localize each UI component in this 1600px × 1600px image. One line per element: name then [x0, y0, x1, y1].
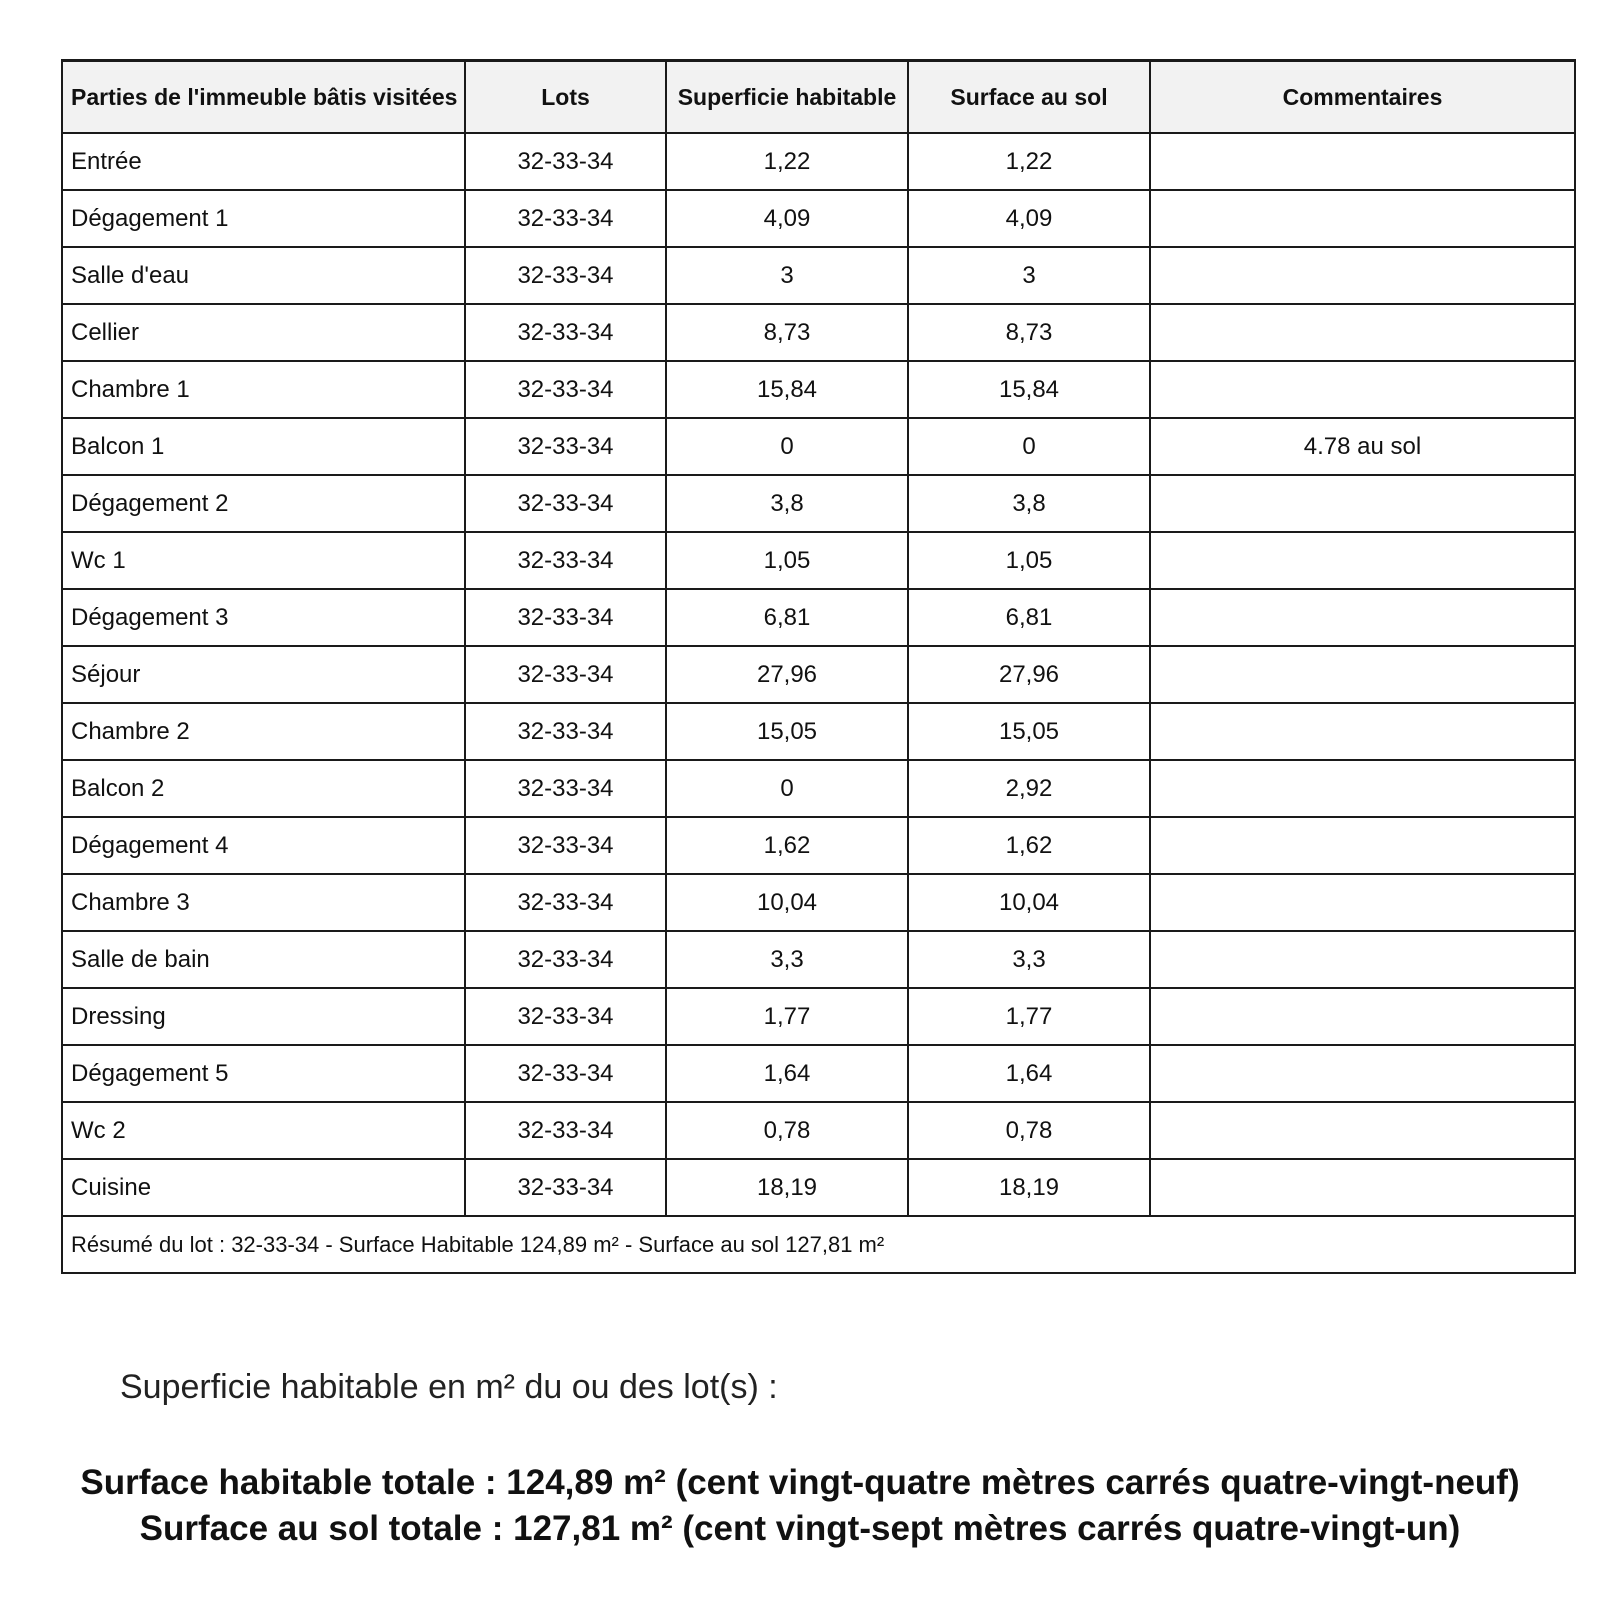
table-row — [62, 589, 1575, 646]
header-commentaires: Commentaires — [1150, 61, 1575, 134]
table-row — [62, 532, 1575, 589]
header-lots: Lots — [465, 61, 666, 134]
table-row — [62, 931, 1575, 988]
header-surface-au-sol: Surface au sol — [908, 61, 1150, 134]
sol-cell: 0,78 — [908, 1102, 1150, 1159]
table-row — [62, 760, 1575, 817]
sol-cell: 8,73 — [908, 304, 1150, 361]
lots-cell: 32-33-34 — [465, 1159, 666, 1216]
total-sol: Surface au sol totale : 127,81 m² (cent vingt-sept mètres carrés quatre-vingt-un) — [139, 1509, 1461, 1549]
habitable-cell: 10,04 — [666, 874, 908, 931]
lots-cell: 32-33-34 — [465, 418, 666, 475]
room-cell: Cuisine — [62, 1159, 465, 1216]
comment-cell — [1150, 1102, 1575, 1159]
table-row — [62, 1102, 1575, 1159]
room-cell: Chambre 2 — [62, 703, 465, 760]
comment-cell — [1150, 646, 1575, 703]
lots-cell: 32-33-34 — [465, 874, 666, 931]
room-cell: Salle d'eau — [62, 247, 465, 304]
comment-cell — [1150, 874, 1575, 931]
table-row — [62, 361, 1575, 418]
habitable-cell: 0,78 — [666, 1102, 908, 1159]
table-row — [62, 1045, 1575, 1102]
habitable-cell: 0 — [666, 760, 908, 817]
lots-cell: 32-33-34 — [465, 190, 666, 247]
habitable-cell: 1,64 — [666, 1045, 908, 1102]
sol-cell: 1,62 — [908, 817, 1150, 874]
table-row — [62, 817, 1575, 874]
sol-cell: 15,05 — [908, 703, 1150, 760]
lots-cell: 32-33-34 — [465, 589, 666, 646]
lots-cell: 32-33-34 — [465, 1102, 666, 1159]
room-cell: Dégagement 4 — [62, 817, 465, 874]
surfaces-table — [61, 59, 1576, 1274]
habitable-cell: 27,96 — [666, 646, 908, 703]
lots-cell: 32-33-34 — [465, 703, 666, 760]
sol-cell: 3,3 — [908, 931, 1150, 988]
table-row — [62, 1159, 1575, 1216]
room-cell: Balcon 2 — [62, 760, 465, 817]
comment-cell — [1150, 361, 1575, 418]
sol-cell: 1,05 — [908, 532, 1150, 589]
room-cell: Balcon 1 — [62, 418, 465, 475]
lots-cell: 32-33-34 — [465, 361, 666, 418]
lot-summary: Résumé du lot : 32-33-34 - Surface Habitable 124,89 m² - Surface au sol 127,81 m² — [62, 1216, 1575, 1273]
comment-cell — [1150, 931, 1575, 988]
lots-cell: 32-33-34 — [465, 133, 666, 190]
room-cell: Dégagement 3 — [62, 589, 465, 646]
room-cell: Wc 1 — [62, 532, 465, 589]
summary-row — [62, 1216, 1575, 1273]
room-cell: Dégagement 2 — [62, 475, 465, 532]
table-row — [62, 988, 1575, 1045]
lots-cell: 32-33-34 — [465, 931, 666, 988]
comment-cell — [1150, 988, 1575, 1045]
comment-cell — [1150, 817, 1575, 874]
room-cell: Salle de bain — [62, 931, 465, 988]
sol-cell: 3 — [908, 247, 1150, 304]
table-row — [62, 475, 1575, 532]
comment-cell — [1150, 1045, 1575, 1102]
lots-cell: 32-33-34 — [465, 646, 666, 703]
habitable-cell: 6,81 — [666, 589, 908, 646]
totals-block — [0, 1460, 1600, 1552]
habitable-cell: 1,05 — [666, 532, 908, 589]
sol-cell: 1,77 — [908, 988, 1150, 1045]
habitable-cell: 3,8 — [666, 475, 908, 532]
room-cell: Wc 2 — [62, 1102, 465, 1159]
lots-cell: 32-33-34 — [465, 988, 666, 1045]
room-cell: Dressing — [62, 988, 465, 1045]
room-cell: Dégagement 1 — [62, 190, 465, 247]
lots-cell: 32-33-34 — [465, 304, 666, 361]
habitable-cell: 4,09 — [666, 190, 908, 247]
comment-cell — [1150, 475, 1575, 532]
comment-cell — [1150, 1159, 1575, 1216]
habitable-cell: 15,84 — [666, 361, 908, 418]
room-cell: Séjour — [62, 646, 465, 703]
comment-cell — [1150, 190, 1575, 247]
sol-cell: 2,92 — [908, 760, 1150, 817]
table-row — [62, 247, 1575, 304]
lots-cell: 32-33-34 — [465, 1045, 666, 1102]
lots-cell: 32-33-34 — [465, 760, 666, 817]
lots-cell: 32-33-34 — [465, 817, 666, 874]
intro-line: Superficie habitable en m² du ou des lot(s) : — [120, 1368, 778, 1406]
comment-cell — [1150, 133, 1575, 190]
table-row — [62, 874, 1575, 931]
surface-report — [61, 59, 1574, 1274]
habitable-cell: 8,73 — [666, 304, 908, 361]
habitable-cell: 1,62 — [666, 817, 908, 874]
room-cell: Dégagement 5 — [62, 1045, 465, 1102]
sol-cell: 1,64 — [908, 1045, 1150, 1102]
habitable-cell: 1,77 — [666, 988, 908, 1045]
sol-cell: 15,84 — [908, 361, 1150, 418]
header-superficie-habitable: Superficie habitable — [666, 61, 908, 134]
comment-cell — [1150, 703, 1575, 760]
habitable-cell: 1,22 — [666, 133, 908, 190]
sol-cell: 18,19 — [908, 1159, 1150, 1216]
sol-cell: 10,04 — [908, 874, 1150, 931]
room-cell: Chambre 1 — [62, 361, 465, 418]
lots-cell: 32-33-34 — [465, 532, 666, 589]
table-row — [62, 133, 1575, 190]
room-cell: Cellier — [62, 304, 465, 361]
total-habitable: Surface habitable totale : 124,89 m² (cent vingt-quatre mètres carrés quatre-vingt-neuf) — [80, 1463, 1520, 1502]
comment-cell — [1150, 589, 1575, 646]
table-row — [62, 646, 1575, 703]
comment-cell: 4.78 au sol — [1150, 418, 1575, 475]
habitable-cell: 3,3 — [666, 931, 908, 988]
sol-cell: 27,96 — [908, 646, 1150, 703]
room-cell: Chambre 3 — [62, 874, 465, 931]
table-header-row — [62, 61, 1575, 134]
habitable-cell: 0 — [666, 418, 908, 475]
sol-cell: 1,22 — [908, 133, 1150, 190]
table-row — [62, 190, 1575, 247]
sol-cell: 3,8 — [908, 475, 1150, 532]
habitable-cell: 18,19 — [666, 1159, 908, 1216]
table-row — [62, 418, 1575, 475]
sol-cell: 0 — [908, 418, 1150, 475]
table-row — [62, 304, 1575, 361]
sol-cell: 4,09 — [908, 190, 1150, 247]
table-row — [62, 703, 1575, 760]
lots-cell: 32-33-34 — [465, 475, 666, 532]
header-parties: Parties de l'immeuble bâtis visitées — [62, 61, 465, 134]
sol-cell: 6,81 — [908, 589, 1150, 646]
habitable-cell: 15,05 — [666, 703, 908, 760]
lots-cell: 32-33-34 — [465, 247, 666, 304]
comment-cell — [1150, 304, 1575, 361]
habitable-cell: 3 — [666, 247, 908, 304]
room-cell: Entrée — [62, 133, 465, 190]
comment-cell — [1150, 247, 1575, 304]
table-body — [62, 133, 1575, 1273]
comment-cell — [1150, 760, 1575, 817]
comment-cell — [1150, 532, 1575, 589]
